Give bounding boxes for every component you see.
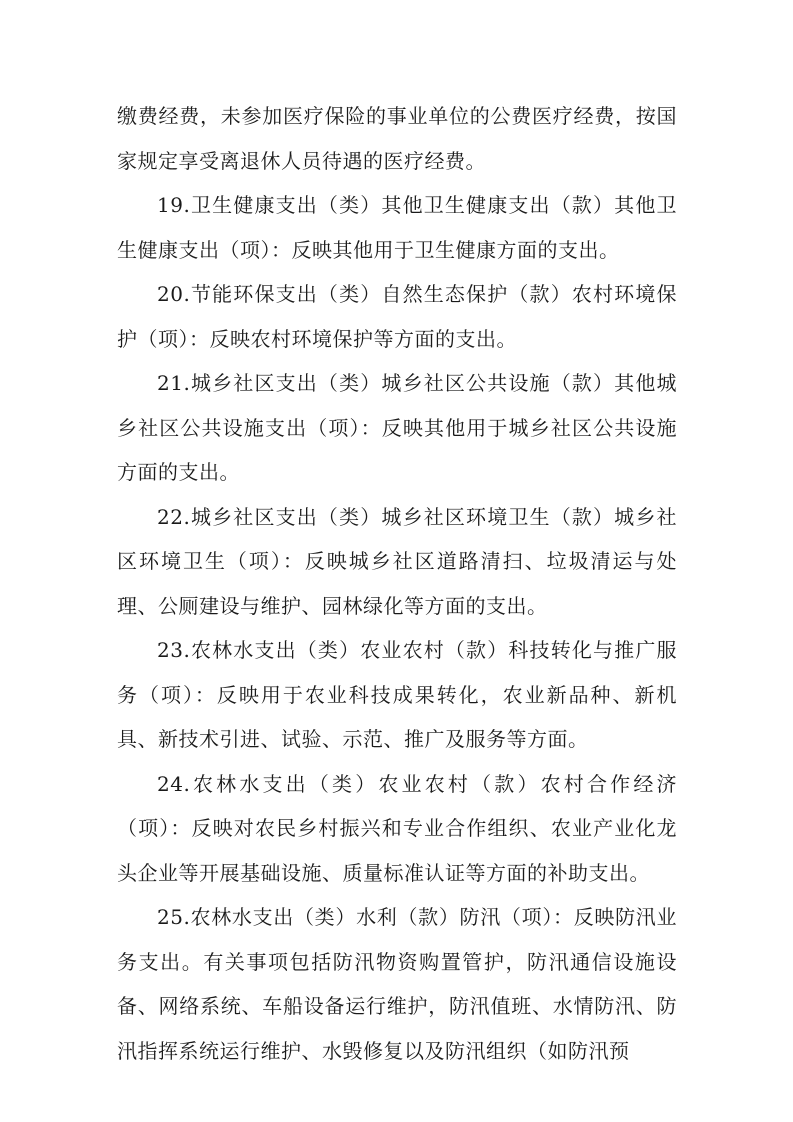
document-body — [117, 94, 677, 1073]
paragraph-item-25: 25.农林水支出（类）水利（款）防汛（项）：反映防汛业务支出。有关事项包括防汛物资购置管护，防汛通信设施设备、网络系统、车船设备运行维护，防汛值班、水情防汛、防汛指挥系统运行维护、水毁修复以及防汛组织（如防汛预 — [117, 905, 677, 1063]
paragraph-item-21: 21.城乡社区支出（类）城乡社区公共设施（款）其他城乡社区公共设施支出（项）：反映其他用于城乡社区公共设施方面的支出。 — [117, 371, 677, 484]
paragraph-item-19: 19.卫生健康支出（类）其他卫生健康支出（款）其他卫生健康支出（项）：反映其他用于卫生健康方面的支出。 — [117, 193, 677, 262]
paragraph-item-24: 24.农林水支出（类）农业农村（款）农村合作经济（项）：反映对农民乡村振兴和专业合作组织、农业产业化龙头企业等开展基础设施、质量标准认证等方面的补助支出。 — [117, 771, 677, 885]
paragraph-item-20: 20.节能环保支出（类）自然生态保护（款）农村环境保护（项）：反映农村环境保护等方面的支出。 — [117, 282, 677, 351]
paragraph-item-22: 22.城乡社区支出（类）城乡社区环境卫生（款）城乡社区环境卫生（项）：反映城乡社区道路清扫、垃圾清运与处理、公厕建设与维护、园林绿化等方面的支出。 — [117, 504, 677, 618]
paragraph-item-23: 23.农林水支出（类）农业农村（款）科技转化与推广服务（项）：反映用于农业科技成果转化，农业新品种、新机具、新技术引进、试验、示范、推广及服务等方面。 — [117, 638, 677, 751]
paragraph-continuation: 缴费经费，未参加医疗保险的事业单位的公费医疗经费，按国家规定享受离退休人员待遇的医疗经费。 — [117, 104, 677, 173]
